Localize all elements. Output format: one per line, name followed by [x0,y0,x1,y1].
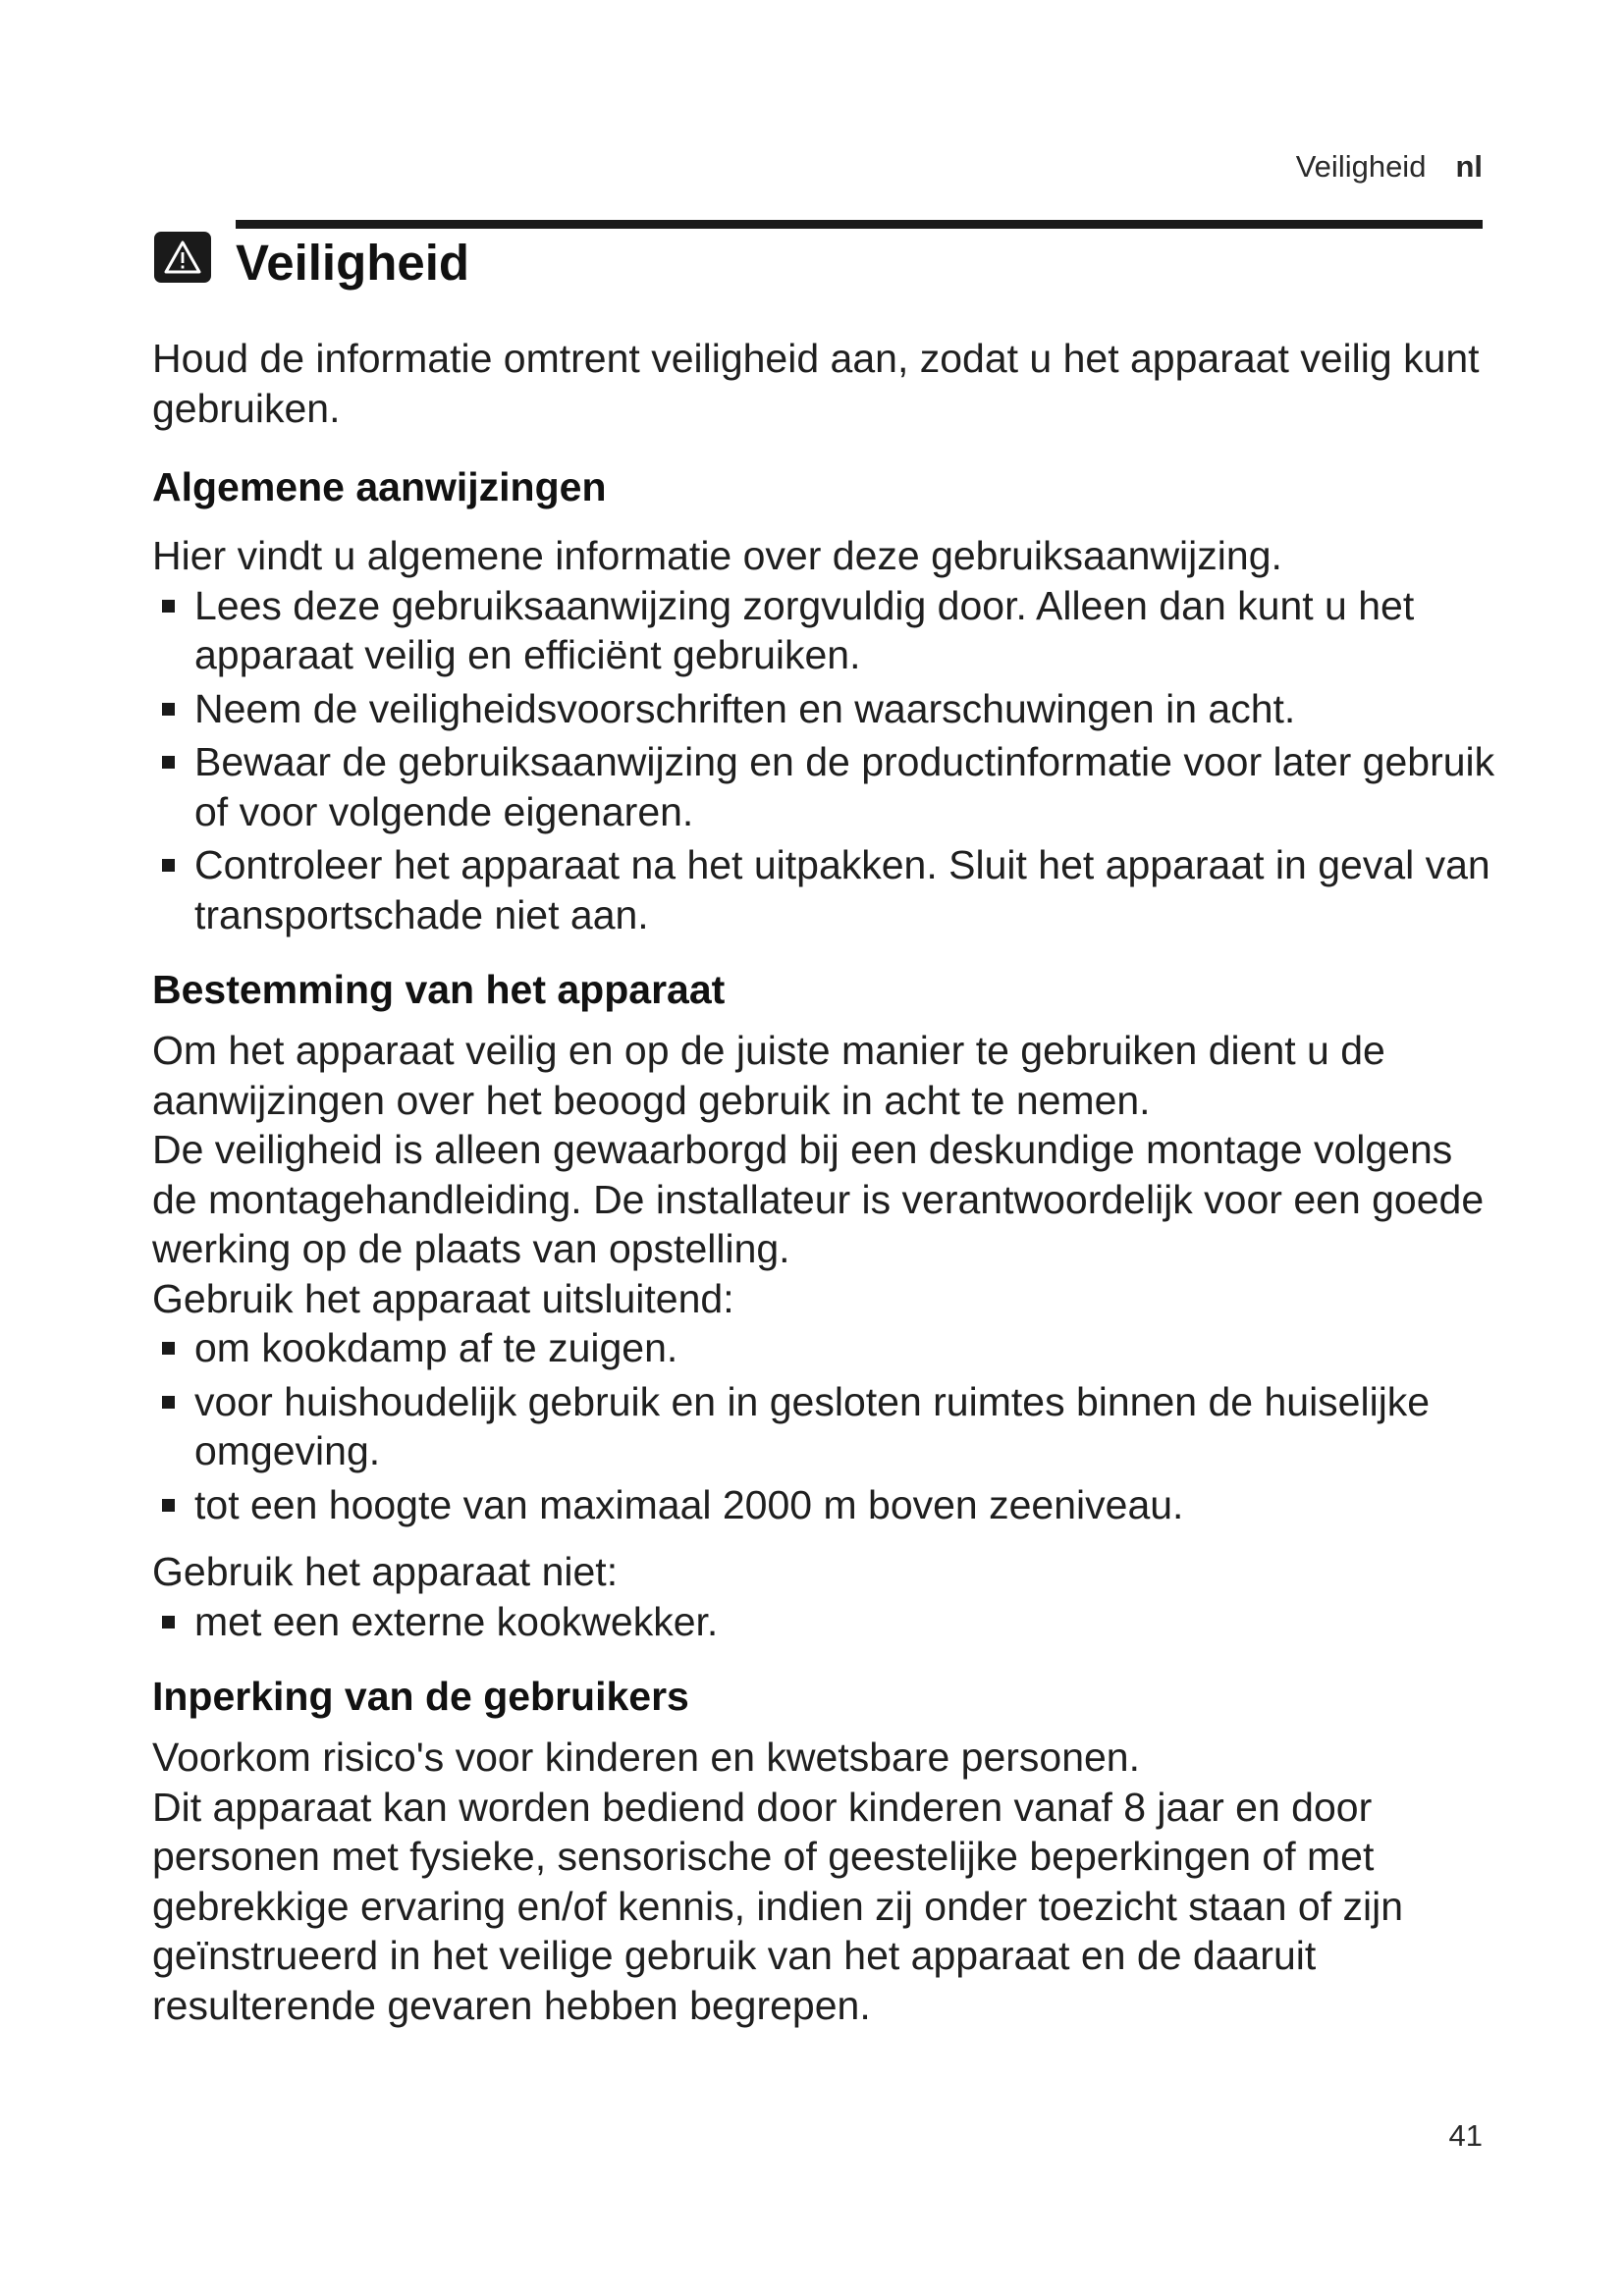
bullet-square-icon [162,1396,175,1409]
running-header [1296,149,1483,185]
warning-triangle-icon [163,240,202,275]
list-item [152,1480,1507,1530]
algemeen-lead: Hier vindt u algemene informatie over deze gebruiksaanwijzing. [152,533,1282,578]
list-item [152,737,1507,836]
list-item [152,1323,1507,1373]
main-content [152,334,1507,2030]
bestemming-paragraph-2: De veiligheid is alleen gewaarborgd bij een deskundige montage volgens de montagehandleiding. De installateur is verantwoordelijk voor een goede werking op de plaats van opstelling. [152,1127,1485,1271]
list-item-text: Neem de veiligheidsvoorschriften en waarschuwingen in acht. [194,685,1296,731]
list-item [152,581,1507,680]
bullet-square-icon [162,600,175,613]
header-rule [236,220,1483,229]
page-title: Veiligheid [236,235,470,291]
inperking-paragraph: Dit apparaat kan worden bediend door kinderen vanaf 8 jaar en door personen met fysieke, sensorische of geestelijke beperkingen of met gebrekkige ervaring en/of kennis, indien zij onder toezicht staan of zijn geïnstrueerd in het veilige gebruik van het apparaat en de daaruit resulterende gevaren hebben begrepen. [152,1784,1404,2028]
bullet-square-icon [162,859,175,872]
heading-bestemming: Bestemming van het apparaat [152,967,726,1012]
list-item-text: om kookdamp af te zuigen. [194,1325,678,1370]
intro-paragraph: Houd de informatie omtrent veiligheid aan, zodat u het apparaat veilig kunt gebruiken. [152,336,1480,431]
bullet-square-icon [162,1616,175,1629]
list-item-text: Controleer het apparaat na het uitpakken. Sluit het apparaat in geval van transportschade niet aan. [194,842,1490,937]
inperking-lead: Voorkom risico's voor kinderen en kwetsbare personen. [152,1735,1141,1780]
bestemming-notuse-bullet-list [152,1597,1507,1647]
bestemming-use-lead: Gebruik het apparaat uitsluitend: [152,1275,734,1321]
heading-algemene-aanwijzingen: Algemene aanwijzingen [152,464,607,509]
page-number: 41 [1448,2118,1483,2153]
running-header-section: Veiligheid [1295,149,1427,184]
list-item [152,840,1507,939]
bestemming-use-bullet-list [152,1323,1507,1529]
list-item-text: tot een hoogte van maximaal 2000 m boven zeeniveau. [194,1481,1184,1527]
list-item [152,1377,1507,1476]
list-item-text: met een externe kookwekker. [194,1598,719,1644]
bullet-square-icon [162,1342,175,1355]
bullet-square-icon [162,756,175,769]
list-item-text: Lees deze gebruiksaanwijzing zorgvuldig door. Alleen dan kunt u het apparaat veilig en efficiënt gebruiken. [194,582,1415,677]
heading-inperking: Inperking van de gebruikers [152,1674,689,1719]
bestemming-paragraph-1: Om het apparaat veilig en op de juiste manier te gebruiken dient u de aanwijzingen over het beoogd gebruik in acht te nemen. [152,1028,1385,1123]
bullet-square-icon [162,1499,175,1512]
warning-icon [154,232,211,283]
list-item-text: Bewaar de gebruiksaanwijzing en de productinformatie voor later gebruik of voor volgende eigenaren. [194,739,1495,834]
bestemming-notuse-lead: Gebruik het apparaat niet: [152,1549,619,1594]
list-item-text: voor huishoudelijk gebruik en in gesloten ruimtes binnen de huiselijke omgeving. [194,1378,1431,1473]
list-item [152,684,1507,734]
bullet-square-icon [162,703,175,716]
list-item [152,1597,1507,1647]
running-header-language: nl [1455,149,1483,184]
algemeen-bullet-list [152,581,1507,940]
